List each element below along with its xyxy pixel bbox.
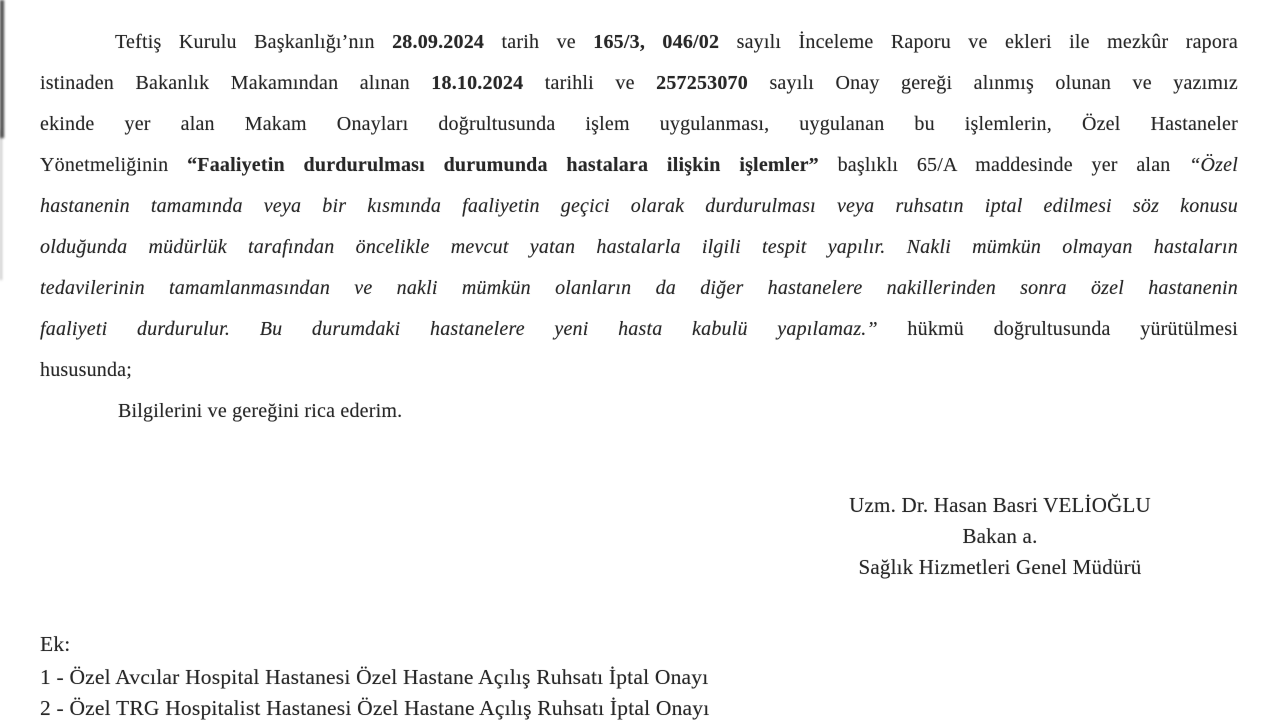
scan-edge-artifact	[0, 0, 4, 138]
body-line	[40, 104, 1238, 145]
body-line	[40, 268, 1238, 309]
body-text-italic: hastanenin tamamında veya bir kısmında faaliyetin geçici olarak durdurulması veya ruhsatın iptal edilmesi söz konusu	[40, 195, 1238, 217]
body-line	[40, 227, 1238, 268]
body-text-bold: 18.10.2024	[431, 72, 524, 94]
body-line	[40, 63, 1238, 104]
attachment-item: 2 - Özel TRG Hospitalist Hastanesi Özel Hastane Açılış Ruhsatı İptal Onayı	[40, 696, 710, 720]
body-text-bold: 165/3, 046/02	[593, 31, 720, 53]
body-text-italic: olduğunda müdürlük tarafından öncelikle mevcut yatan hastalarla ilgili tespit yapılır. Nakli mümkün olmayan hastaların	[40, 236, 1238, 258]
body-text: ekinde yer alan Makam Onayları doğrultusunda işlem uygulanması, uygulanan bu işlemlerin, Özel Hastaneler	[40, 113, 1238, 135]
body-text: hükmü doğrultusunda yürütülmesi	[877, 318, 1238, 340]
body-text-italic: faaliyeti durdurulur. Bu durumdaki hastanelere yeni hasta kabulü yapılamaz.”	[40, 318, 878, 340]
attachments-section	[40, 631, 1238, 720]
body-line	[40, 309, 1238, 350]
body-text-bold: “Faaliyetin durdurulması durumunda hastalara ilişkin işlemler”	[187, 154, 819, 176]
signature-block	[790, 490, 1210, 583]
body-text: sayılı Onay gereği alınmış olunan ve yazımız	[747, 72, 1238, 94]
body-text-bold: 257253070	[656, 72, 748, 94]
body-text: Teftiş Kurulu Başkanlığı’nın	[115, 31, 393, 53]
body-line	[40, 145, 1238, 186]
body-text-italic: “Özel	[1189, 154, 1238, 176]
body-text: istinaden Bakanlık Makamından alınan	[40, 72, 432, 94]
attachment-item: 1 - Özel Avcılar Hospital Hastanesi Özel Hastane Açılış Ruhsatı İptal Onayı	[40, 665, 709, 689]
body-text: sayılı İnceleme Raporu ve ekleri ile mezkûr rapora	[719, 31, 1238, 53]
body-text: Yönetmeliğinin	[40, 154, 188, 176]
body-text: tarih ve	[484, 31, 594, 53]
body-line	[40, 22, 1238, 63]
body-line	[40, 186, 1238, 227]
body-text-bold: 28.09.2024	[392, 31, 485, 53]
signatory-name: Uzm. Dr. Hasan Basri VELİOĞLU	[849, 493, 1151, 517]
body-text: başlıklı 65/A maddesinde yer alan	[818, 154, 1190, 176]
scan-edge-artifact-faint	[0, 130, 2, 280]
body-text: hususunda;	[40, 359, 132, 381]
body-text-italic: tedavilerinin tamamlanmasından ve nakli mümkün olanların da diğer hastanelere nakillerinden sonra özel hastanenin	[40, 277, 1238, 299]
closing-line: Bilgilerini ve gereğini rica ederim.	[118, 400, 403, 422]
signatory-capacity: Bakan a.	[962, 524, 1038, 548]
body-line	[40, 350, 1238, 391]
signatory-title: Sağlık Hizmetleri Genel Müdürü	[858, 555, 1142, 579]
attachments-label: Ek:	[40, 632, 71, 656]
body-text: tarihli ve	[523, 72, 657, 94]
